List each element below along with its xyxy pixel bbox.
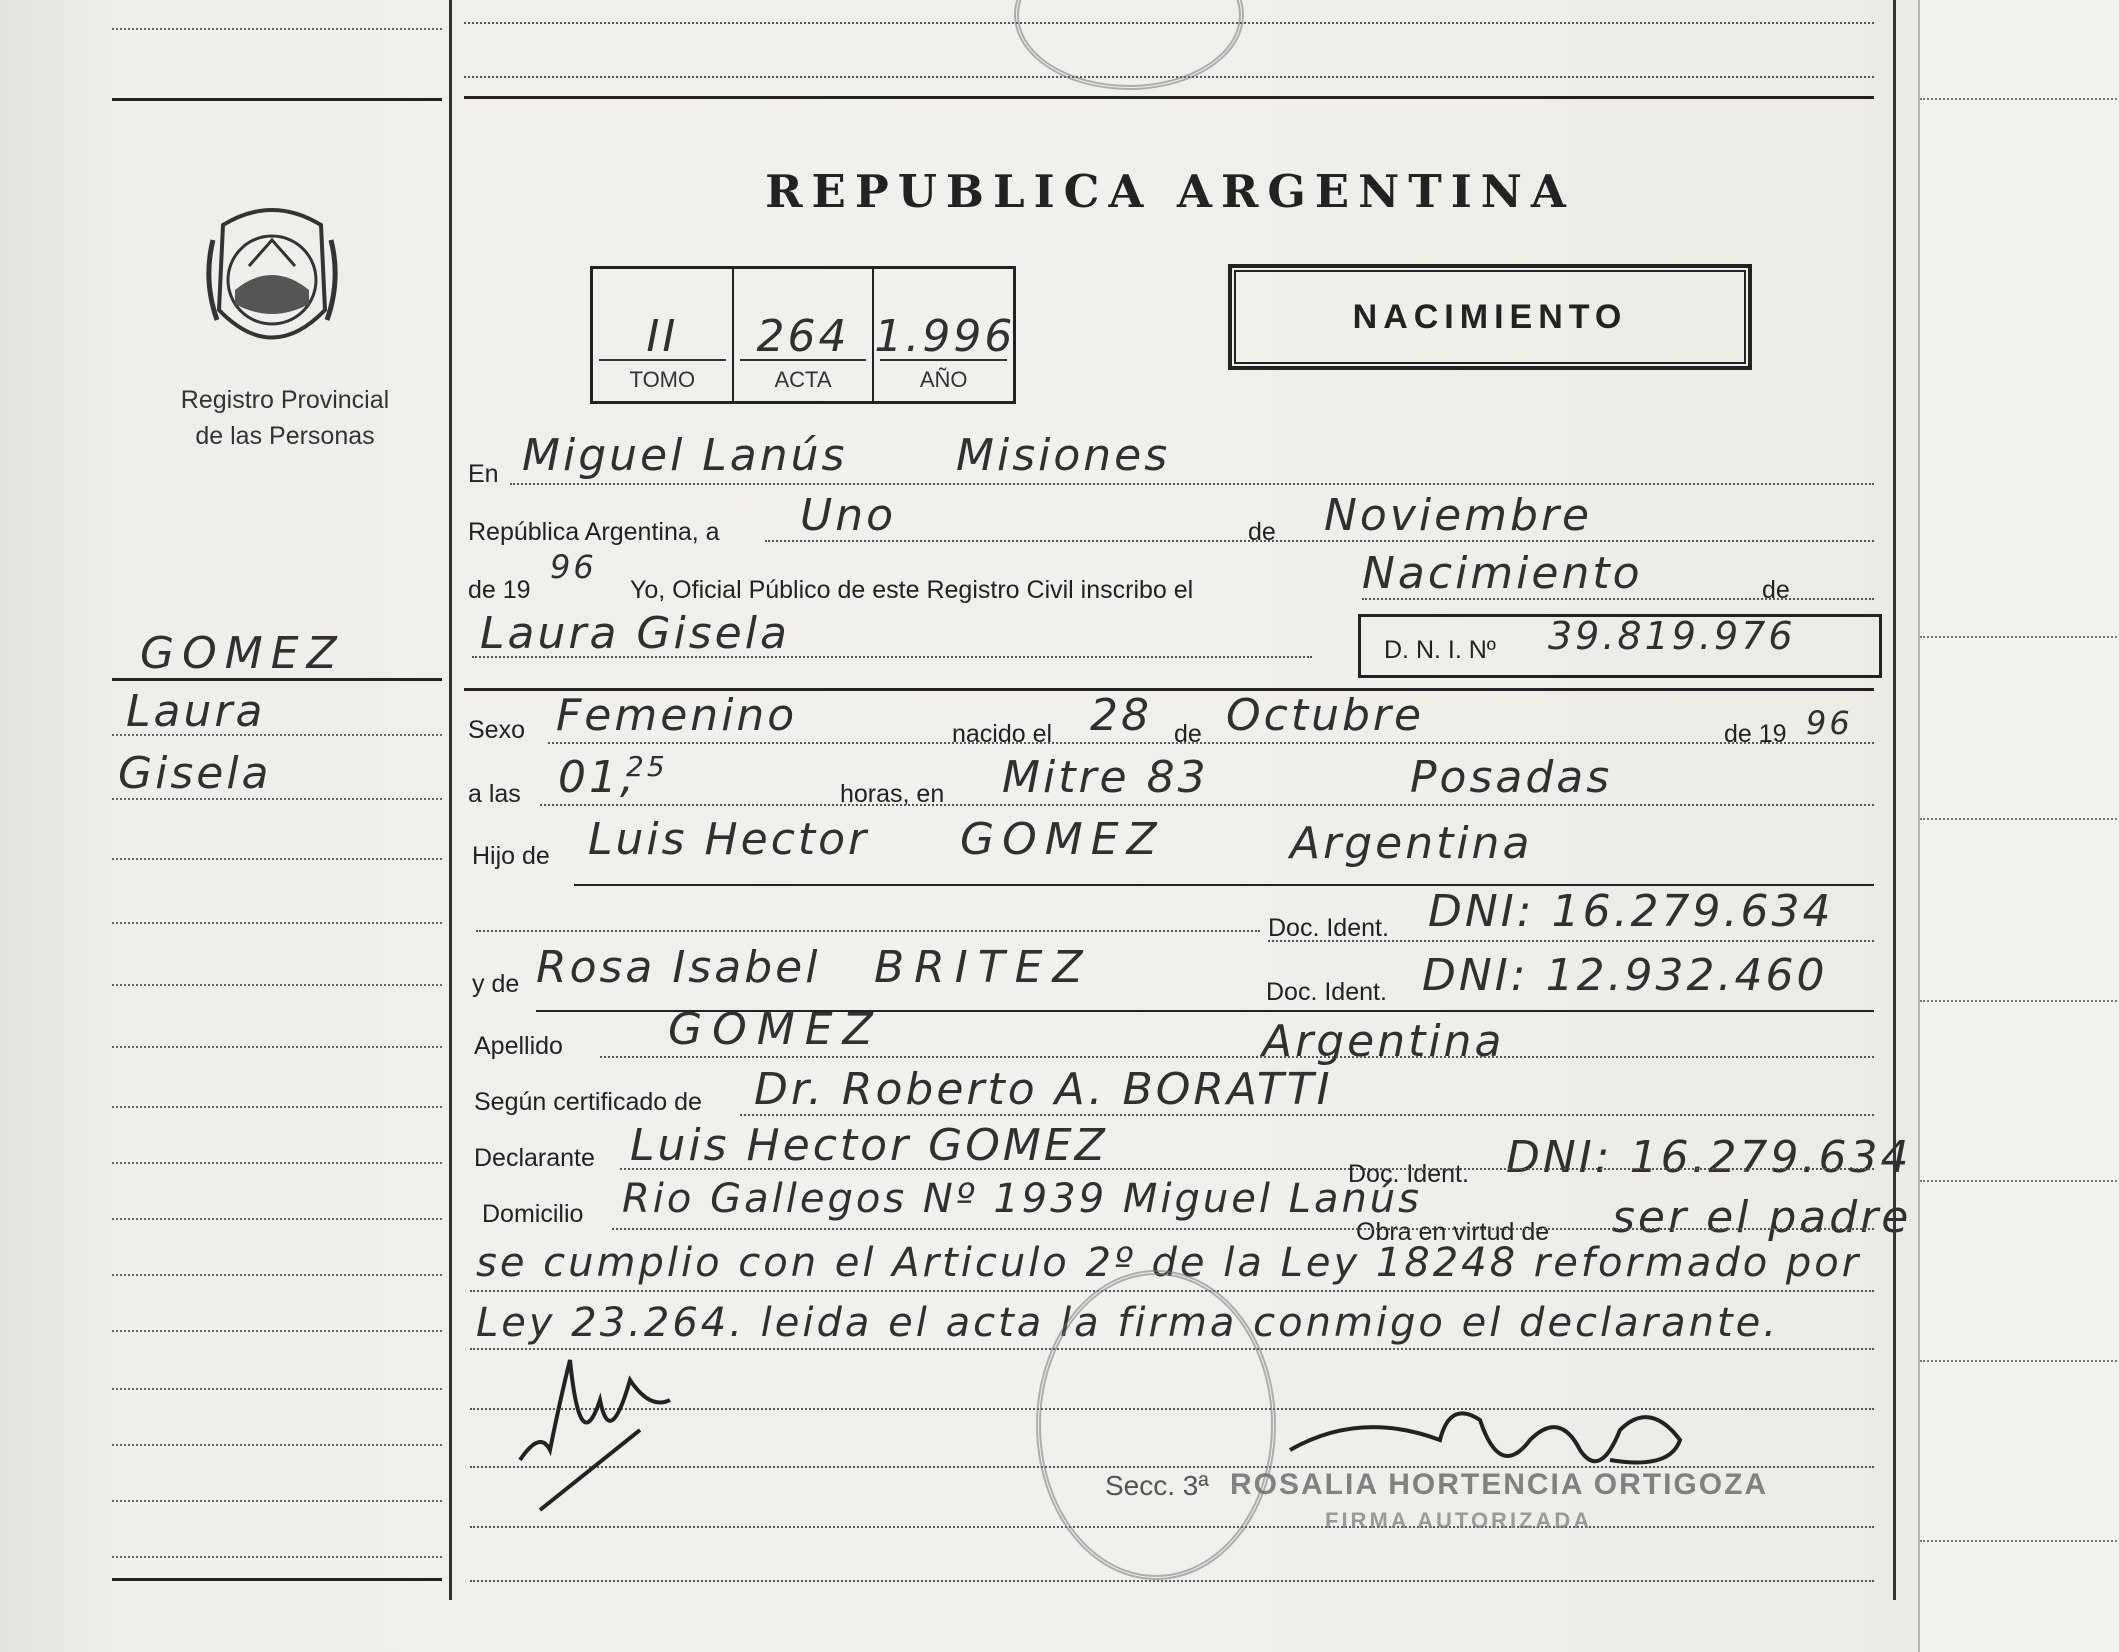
label-horas-en: horas, en bbox=[840, 780, 945, 808]
declarant-signature bbox=[500, 1340, 720, 1520]
value-mes-inscripcion: Noviembre bbox=[1324, 490, 1593, 541]
margin-divider bbox=[449, 0, 452, 1600]
value-padre-nacionalidad: Argentina bbox=[1290, 818, 1533, 869]
acta-value: 264 bbox=[756, 311, 850, 362]
label-yo-oficial: Yo, Oficial Público de este Registro Civil inscribo el bbox=[630, 576, 1194, 604]
value-mes-nacimiento: Octubre bbox=[1226, 690, 1425, 741]
margin-surname: GOMEZ bbox=[140, 628, 345, 679]
label-doc-ident-padre: Doc. Ident. bbox=[1268, 914, 1389, 942]
value-direccion-nacimiento: Mitre 83 bbox=[1002, 752, 1209, 803]
ruled-line bbox=[470, 1580, 1874, 1582]
form-border-right bbox=[1893, 0, 1896, 1600]
margin-name1: Laura bbox=[126, 686, 266, 737]
value-lugar: Miguel Lanús bbox=[522, 430, 848, 481]
value-dia-nacimiento: 28 bbox=[1090, 690, 1152, 741]
tomo-label: TOMO bbox=[599, 359, 726, 393]
misiones-coat-of-arms-icon bbox=[203, 200, 341, 360]
value-hora: 01, bbox=[558, 752, 637, 803]
ruled-line bbox=[472, 656, 1312, 658]
value-provincia: Misiones bbox=[956, 430, 1171, 481]
anio-value: 1.996 bbox=[874, 311, 1016, 362]
ruled-line bbox=[1362, 598, 1874, 600]
label-declarante: Declarante bbox=[474, 1144, 595, 1172]
value-padre-nombre: Luis Hector bbox=[588, 814, 870, 865]
reference-box bbox=[590, 266, 1016, 404]
official-name: ROSALIA HORTENCIA ORTIGOZA bbox=[1230, 1468, 1769, 1501]
value-sexo: Femenino bbox=[556, 690, 798, 741]
ruled-line bbox=[510, 483, 1874, 485]
label-de-19-nac: de 19 bbox=[1724, 720, 1787, 748]
value-medico: Dr. Roberto A. BORATTI bbox=[754, 1064, 1333, 1115]
margin-name2: Gisela bbox=[118, 748, 272, 799]
value-nota1: se cumplio con el Articulo 2º de la Ley 18248 reformado por bbox=[476, 1240, 1862, 1286]
value-dni: 39.819.976 bbox=[1548, 614, 1796, 658]
value-domicilio: Rio Gallegos Nº 1939 Miguel Lanús bbox=[622, 1176, 1422, 1222]
value-nota2: Ley 23.264. leida el acta la firma conmigo el declarante. bbox=[476, 1300, 1779, 1346]
acta-label: ACTA bbox=[740, 359, 867, 393]
ruled-line bbox=[765, 540, 1874, 542]
value-minutos: 25 bbox=[626, 750, 668, 783]
value-dia-inscripcion: Uno bbox=[800, 490, 897, 541]
value-apellido: GOMEZ bbox=[668, 1004, 883, 1055]
label-doc-ident-madre: Doc. Ident. bbox=[1266, 978, 1387, 1006]
acta-cell bbox=[734, 269, 875, 401]
registry-name-line1: Registro Provincial bbox=[180, 386, 390, 414]
label-doc-ident-declarante: Doc. Ident. bbox=[1348, 1160, 1469, 1188]
ruled-line bbox=[1268, 940, 1874, 942]
label-obra-virtud: Obra en virtud de bbox=[1356, 1218, 1550, 1246]
ruled-line bbox=[600, 1056, 1874, 1058]
label-a-las: a las bbox=[468, 780, 521, 808]
ruled-line bbox=[740, 1114, 1874, 1116]
value-declarante-nombre: Luis Hector GOMEZ bbox=[630, 1120, 1108, 1171]
registry-name-line2: de las Personas bbox=[195, 422, 375, 450]
label-de-19: de 19 bbox=[468, 576, 531, 604]
value-anio-inscripcion: 96 bbox=[550, 548, 597, 586]
value-obra-virtud: ser el padre bbox=[1612, 1192, 1912, 1243]
value-nacionalidad: Argentina bbox=[1262, 1016, 1505, 1067]
label-sexo: Sexo bbox=[468, 716, 525, 744]
next-page-edge bbox=[1918, 0, 2119, 1652]
anio-label: AÑO bbox=[880, 359, 1007, 393]
label-segun-certificado: Según certificado de bbox=[474, 1088, 702, 1116]
value-padre-dni: DNI: 16.279.634 bbox=[1428, 886, 1834, 937]
ruled-line bbox=[464, 96, 1874, 99]
label-en: En bbox=[468, 460, 499, 488]
ruled-line bbox=[612, 1228, 1874, 1230]
ruled-line bbox=[620, 1168, 1874, 1170]
value-ciudad-nacimiento: Posadas bbox=[1410, 752, 1613, 803]
section-label: Secc. 3ª bbox=[1105, 1470, 1209, 1501]
country-title: REPUBLICA ARGENTINA bbox=[765, 165, 1575, 218]
official-role: FIRMA AUTORIZADA bbox=[1325, 1508, 1593, 1533]
label-de-acto: de bbox=[1762, 576, 1790, 604]
label-domicilio: Domicilio bbox=[482, 1200, 584, 1228]
label-de-mes: de bbox=[1248, 518, 1276, 546]
label-republica: República Argentina, a bbox=[468, 518, 720, 546]
value-madre-nombre: Rosa Isabel bbox=[536, 942, 821, 993]
tomo-value: II bbox=[646, 311, 679, 362]
label-apellido: Apellido bbox=[474, 1032, 563, 1060]
value-tipo-acto: Nacimiento bbox=[1362, 548, 1643, 599]
value-padre-apellido: GOMEZ bbox=[960, 814, 1165, 865]
anio-cell bbox=[874, 269, 1016, 401]
label-y-de: y de bbox=[472, 970, 520, 998]
registry-name bbox=[140, 382, 430, 454]
label-de-mes-nac: de bbox=[1174, 720, 1202, 748]
label-hijo-de: Hijo de bbox=[472, 842, 550, 870]
value-madre-dni: DNI: 12.932.460 bbox=[1422, 950, 1828, 1001]
official-stamp bbox=[1036, 1270, 1276, 1580]
ruled-line bbox=[548, 742, 1874, 744]
value-declarante-dni: DNI: 16.279.634 bbox=[1506, 1132, 1912, 1183]
ruled-line bbox=[540, 804, 1874, 806]
value-madre-apellido: BRITEZ bbox=[874, 942, 1093, 993]
label-dni: D. N. I. Nº bbox=[1384, 636, 1496, 664]
record-type-box: NACIMIENTO bbox=[1228, 264, 1752, 370]
ruled-line bbox=[476, 930, 1260, 932]
label-nacido-el: nacido el bbox=[952, 720, 1053, 748]
value-nombre: Laura Gisela bbox=[480, 608, 790, 659]
tomo-cell bbox=[593, 269, 734, 401]
value-anio-nacimiento: 96 bbox=[1806, 704, 1853, 742]
